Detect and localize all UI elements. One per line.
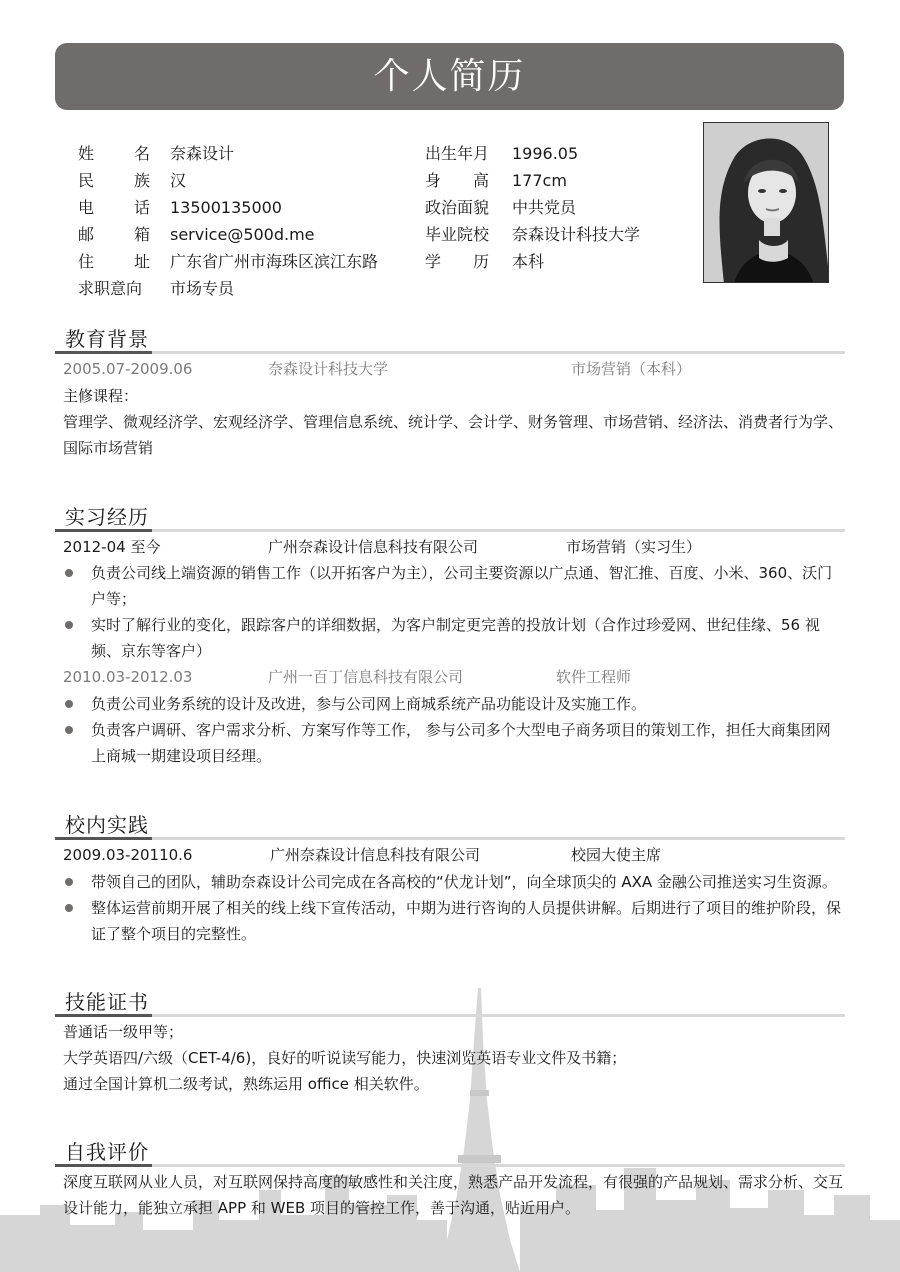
internship-header [55,502,845,532]
phone-label: 电 话 [78,198,150,217]
education-title: 教育背景 [65,327,149,351]
section-divider [152,837,845,840]
height-row [425,167,685,194]
ethnic-value: 汉 [170,171,187,190]
self-eval-header [55,1137,845,1167]
school-label: 毕业院校 [425,225,490,244]
bullet-icon [65,569,73,577]
degree-label: 学 历 [425,252,489,271]
campus-role: 校园大使主席 [571,846,662,864]
section-divider [152,351,845,354]
campus-period: 2009.03-20110.6 [63,846,193,864]
campus-header [55,810,845,840]
email-value: service@500d.me [170,225,315,244]
bullet-icon [65,878,73,886]
bullet-icon [65,621,73,629]
job-row [63,534,843,560]
education-period: 2005.07-2009.06 [63,360,193,378]
section-divider [152,1014,845,1017]
self-eval-title: 自我评价 [65,1140,149,1164]
degree-row [425,248,685,275]
name-label: 姓 名 [78,144,150,163]
ethnic-row [78,167,408,194]
height-value: 177cm [512,171,567,190]
school-value: 奈森设计科技大学 [512,225,641,244]
politics-value: 中共党员 [512,198,577,217]
objective-row [78,275,408,302]
courses-text: 管理学、微观经济学、宏观经济学、管理信息系统、统计学、会计学、财务管理、市场营销、经济法、消费者行为学、国际市场营销 [63,413,844,457]
politics-label: 政治面貌 [425,198,490,217]
phone-row [78,194,408,221]
education-school: 奈森设计科技大学 [268,360,389,378]
section-divider [55,529,152,532]
campus-bullet [63,869,843,895]
campus-title: 校内实践 [65,813,149,837]
job-period: 2010.03-2012.03 [63,668,193,686]
job-bullet [63,717,843,769]
bullet-icon [65,904,73,912]
job-row [63,664,843,690]
job-bullet [63,691,843,717]
courses-label: 主修课程： [63,387,139,405]
bullet-text: 负责客户调研、客户需求分析、方案写作等工作， 参与公司多个大型电子商务项目的策划工作，担任大商集团网上商城一期建设项目经理。 [91,721,831,765]
job-bullet [63,612,843,664]
job-bullet [63,560,843,612]
section-divider [55,837,152,840]
education-row [63,356,843,382]
section-divider [55,1164,152,1167]
campus-company: 广州奈森设计信息科技有限公司 [270,846,481,864]
phone-value: 13500135000 [170,198,282,217]
campus-bullet [63,895,843,947]
address-row [78,248,408,275]
self-eval-text: 深度互联网从业人员，对互联网保持高度的敏感性和关注度，熟悉产品开发流程，有很强的产品规划、需求分析、交互设计能力，能独立承担 APP 和 WEB 项目的管控工作，善于沟通，贴近用户。 [63,1173,844,1217]
profile-photo [703,122,829,283]
ethnic-label: 民 族 [78,171,150,190]
section-divider [152,1164,845,1167]
section-divider [152,529,845,532]
bullet-text: 负责公司线上端资源的销售工作（以开拓客户为主），公司主要资源以广点通、智汇推、百度、小米、360、沃门户等； [91,564,833,608]
job-company: 广州奈森设计信息科技有限公司 [268,538,479,556]
bullet-icon [65,700,73,708]
objective-value: 市场专员 [170,279,235,298]
section-divider [55,351,152,354]
degree-value: 本科 [512,252,545,271]
height-label: 身 高 [425,171,489,190]
job-role: 市场营销（实习生） [566,538,702,556]
skills-header [55,987,845,1017]
skill-line: 通过全国计算机二级考试，熟练运用 office 相关软件。 [63,1075,429,1093]
campus-row [63,842,843,868]
skill-line: 普通话一级甲等； [63,1023,184,1041]
school-row [425,221,685,248]
skills-title: 技能证书 [65,990,149,1014]
bullet-text: 负责公司业务系统的设计及改进，参与公司网上商城系统产品功能设计及实施工作。 [91,695,647,713]
name-value: 奈森设计 [170,144,235,163]
address-value: 广东省广州市海珠区滨江东路 [170,252,379,271]
email-label: 邮 箱 [78,225,150,244]
section-divider [55,1014,152,1017]
address-label: 住 址 [78,252,150,271]
email-row [78,221,408,248]
job-role: 软件工程师 [556,668,632,686]
education-header [55,324,845,354]
bullet-text: 实时了解行业的变化，跟踪客户的详细数据，为客户制定更完善的投放计划（合作过珍爱网、世纪佳缘、56 视频、京东等客户） [91,616,820,660]
name-row [78,140,408,167]
education-major: 市场营销（本科） [571,360,692,378]
job-period: 2012-04 至今 [63,538,161,556]
job-company: 广州一百丁信息科技有限公司 [268,668,464,686]
birth-row [425,140,685,167]
bullet-text: 整体运营前期开展了相关的线上线下宣传活动，中期为进行咨询的人员提供讲解。后期进行了项目的维护阶段，保证了整个项目的完整性。 [91,899,842,943]
skill-line: 大学英语四/六级（CET-4/6)，良好的听说读写能力，快速浏览英语专业文件及书籍； [63,1049,627,1067]
internship-title: 实习经历 [65,505,149,529]
birth-value: 1996.05 [512,144,579,163]
objective-label: 求职意向 [78,279,143,298]
politics-row [425,194,685,221]
birth-label: 出生年月 [425,144,490,163]
bullet-icon [65,726,73,734]
bullet-text: 带领自己的团队，辅助奈森设计公司完成在各高校的“伏龙计划”，向全球顶尖的 AXA 金融公司推送实习生资源。 [91,873,837,891]
resume-title: 个人简历 [55,43,844,110]
